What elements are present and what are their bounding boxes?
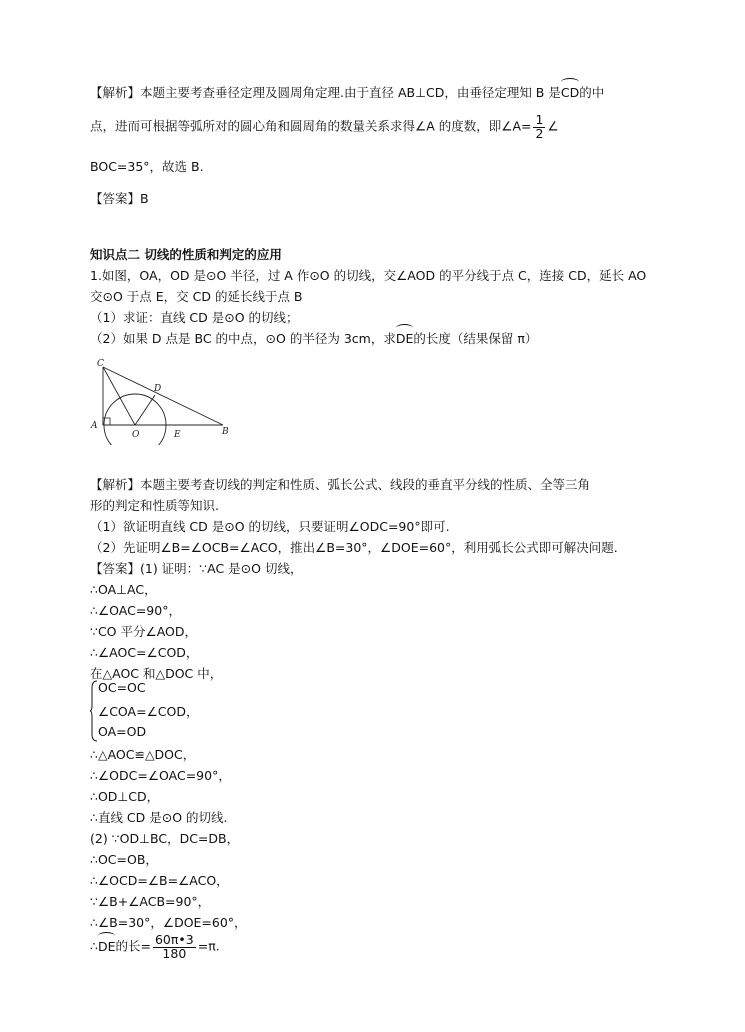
condition-angle: ∠COA=∠COD， bbox=[98, 704, 199, 719]
label-e: E bbox=[174, 430, 181, 440]
analysis2-line4: （2）先证明∠B=∠OCB=∠ACO，推出∠B=30°，∠DOE=60°，利用弧长公式即可解决问题. bbox=[90, 540, 618, 555]
analysis1-line1-text: 【解析】本题主要考查垂径定理及圆周角定理.由于直径 AB⊥CD，由垂径定理知 B 是 bbox=[90, 85, 561, 100]
arc-length-fraction bbox=[153, 934, 196, 960]
length-label: 的长= bbox=[115, 938, 151, 954]
solution-line1: 【答案】(1) 证明：∵AC 是⊙O 切线， bbox=[90, 561, 303, 576]
problem-line3: （1）求证：直线 CD 是⊙O 的切线； bbox=[90, 310, 299, 325]
solution-line15: ∴∠B=30°，∠DOE=60°， bbox=[90, 915, 247, 930]
problem-line2: 交⊙O 于点 E，交 CD 的延长线于点 B bbox=[90, 289, 303, 304]
solution-line7: ∴△AOC≌△DOC， bbox=[90, 747, 196, 762]
solution-line4: ∵CO 平分∠AOD， bbox=[90, 624, 197, 639]
label-c: C bbox=[97, 359, 104, 369]
analysis2-line3: （1）欲证明直线 CD 是⊙O 的切线，只要证明∠ODC=90°即可. bbox=[90, 519, 450, 534]
solution-line3: ∴∠OAC=90°， bbox=[90, 603, 181, 618]
problem-line4-end: 的长度（结果保留 π） bbox=[413, 331, 538, 346]
problem-line1: 1.如图，OA，OD 是⊙O 半径，过 A 作⊙O 的切线，交∠AOD 的平分线于点 C，连接 CD，延长 AO bbox=[90, 268, 647, 283]
segment-co bbox=[103, 367, 135, 425]
solution-line6: 在△AOC 和△DOC 中， bbox=[90, 666, 223, 681]
therefore-symbol: ∴ bbox=[90, 938, 98, 954]
geometry-figure bbox=[88, 355, 238, 445]
section-title: 知识点二 切线的性质和判定的应用 bbox=[90, 247, 282, 262]
solution-line2: ∴OA⊥AC， bbox=[90, 582, 157, 597]
label-o: O bbox=[132, 430, 140, 440]
fraction-denominator: 2 bbox=[535, 125, 544, 141]
arc-de-answer: DE bbox=[97, 938, 116, 954]
problem-line4-text: （2）如果 D 点是 BC 的中点，⊙O 的半径为 3cm，求 bbox=[90, 331, 396, 346]
solution-line14: ∵∠B+∠ACB=90°， bbox=[90, 894, 211, 909]
solution-line5: ∴∠AOC=∠COD， bbox=[90, 645, 199, 660]
condition-oa: OA=OD bbox=[98, 724, 147, 739]
analysis1-line2 bbox=[90, 114, 660, 140]
fraction-numerator: 1 bbox=[535, 112, 544, 127]
fraction-half bbox=[533, 114, 545, 140]
label-d: D bbox=[154, 384, 162, 394]
condition-oc: OC=OC bbox=[98, 680, 146, 695]
analysis1-line3: BOC=35°，故选 B. bbox=[90, 159, 204, 174]
solution-line16 bbox=[90, 934, 220, 960]
solution-line10: ∴直线 CD 是⊙O 的切线. bbox=[90, 810, 228, 825]
segment-cb bbox=[103, 367, 223, 425]
solution-line11: (2) ∵OD⊥BC，DC=DB， bbox=[90, 831, 240, 846]
solution-line9: ∴OD⊥CD， bbox=[90, 789, 160, 804]
analysis2-line2: 形的判定和性质等知识. bbox=[90, 498, 219, 513]
arc-de: DE bbox=[395, 331, 414, 346]
arc-length-result: =π. bbox=[197, 938, 220, 954]
analysis1-line2-end: ∠ bbox=[547, 118, 559, 134]
arc-cd: CD bbox=[560, 85, 580, 100]
solution-line13: ∴∠OCD=∠B=∠ACO， bbox=[90, 873, 229, 888]
answer-1: 【答案】B bbox=[90, 191, 149, 206]
analysis1-line1-end: 的中 bbox=[579, 85, 605, 100]
solution-line8: ∴∠ODC=∠OAC=90°， bbox=[90, 768, 231, 783]
left-brace bbox=[90, 680, 98, 742]
solution-line12: ∴OC=OB， bbox=[90, 852, 158, 867]
label-b: B bbox=[222, 427, 229, 437]
analysis1-line1 bbox=[90, 83, 660, 101]
segment-od bbox=[135, 395, 155, 425]
analysis1-line2-text: 点，进而可根据等弧所对的圆心角和圆周角的数量关系求得∠A 的度数，即∠A= bbox=[90, 118, 532, 134]
problem-line4 bbox=[90, 329, 660, 347]
analysis2-line1: 【解析】本题主要考查切线的判定和性质、弧长公式、线段的垂直平分线的性质、全等三角 bbox=[90, 477, 591, 492]
arc-fraction-numerator: 60π•3 bbox=[154, 932, 194, 947]
arc-fraction-denominator: 180 bbox=[162, 945, 187, 961]
congruence-conditions bbox=[90, 680, 290, 742]
label-a: A bbox=[91, 421, 98, 431]
